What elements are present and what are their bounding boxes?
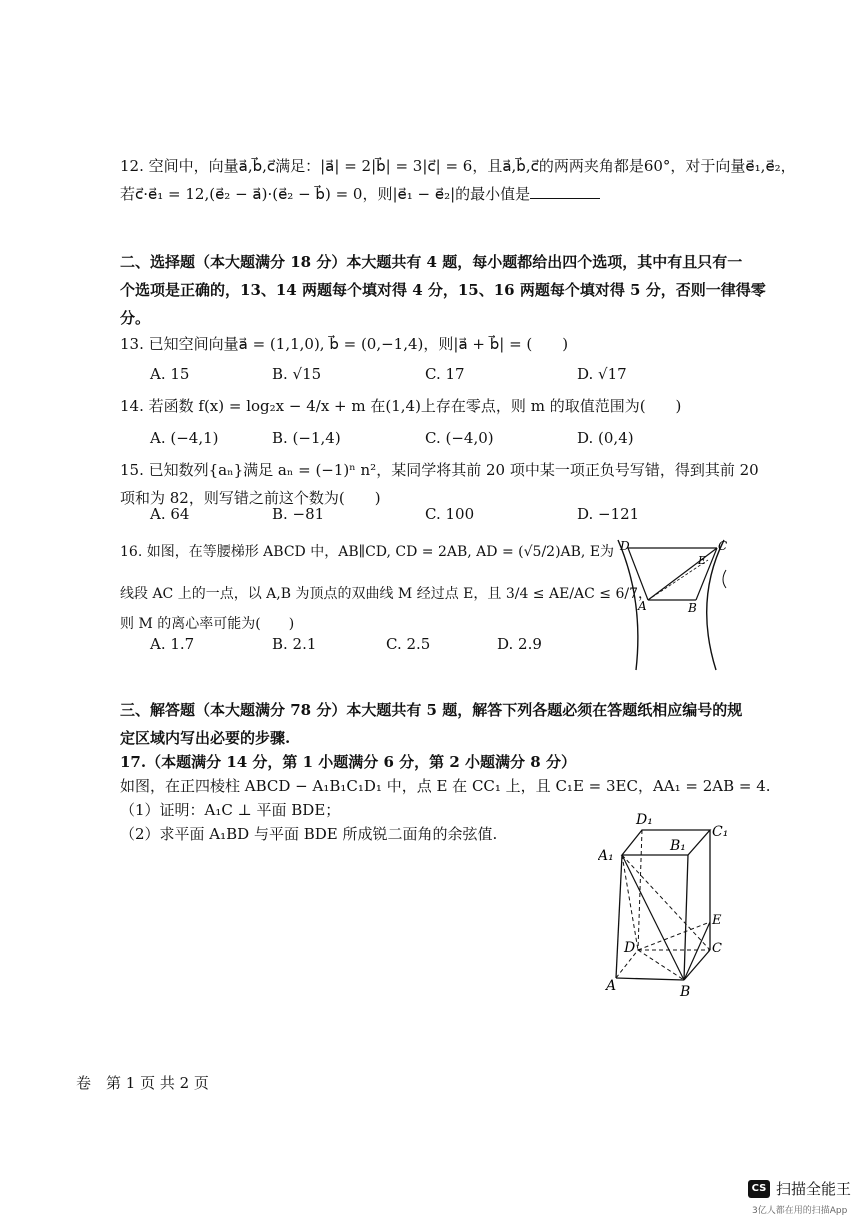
option-c: C. 2.5 bbox=[386, 635, 431, 653]
watermark-brand: 扫描全能王 bbox=[776, 1180, 852, 1198]
label-d: D bbox=[624, 940, 636, 956]
label-a: A bbox=[606, 978, 617, 994]
answer-blank bbox=[530, 184, 600, 199]
segment-da bbox=[628, 548, 648, 600]
q16-line-1: 16. 如图，在等腰梯形 ABCD 中，AB∥CD, CD = 2AB, AD = (√5/2)AB, E为 bbox=[120, 544, 615, 560]
option-c: C. 17 bbox=[425, 365, 465, 383]
watermark-subtitle: 3亿人都在用的扫描App bbox=[752, 1206, 848, 1216]
hyperbola-tick bbox=[723, 570, 726, 588]
q16-line-3: 则 M 的离心率可能为( ) bbox=[120, 616, 295, 632]
label-b1: B₁ bbox=[670, 838, 686, 854]
section-2-header bbox=[120, 248, 827, 332]
question-15-options bbox=[150, 502, 710, 526]
option-b: B. √15 bbox=[272, 365, 322, 383]
edge-aa1 bbox=[616, 855, 622, 978]
question-14-options bbox=[150, 426, 710, 450]
option-b: B. −81 bbox=[272, 505, 325, 523]
edge-ab bbox=[616, 978, 684, 980]
label-d: D bbox=[620, 539, 630, 553]
option-a: A. 15 bbox=[150, 365, 190, 383]
option-a: A. (−4,1) bbox=[150, 429, 219, 447]
segment-a1b bbox=[622, 855, 684, 980]
option-b: B. 2.1 bbox=[272, 635, 317, 653]
segment-be bbox=[684, 922, 710, 980]
hyperbola-right-branch bbox=[707, 540, 724, 670]
option-d: D. −121 bbox=[577, 505, 640, 523]
section-2-line-3: 分。 bbox=[120, 309, 151, 327]
option-a: A. 64 bbox=[150, 505, 190, 523]
q12-line-1: 12. 空间中，向量a⃗,b⃗,c⃗满足：|a⃗| = 2|b⃗| = 3|c⃗| = 6，且a⃗,b⃗,c⃗的两两夹角都是60°，对于向量e⃗₁,e⃗₂， bbox=[120, 157, 796, 175]
q16-line-2: 线段 AC 上的一点，以 A,B 为顶点的双曲线 M 经过点 E，且 3/4 ≤ AE/AC ≤ 6/7， bbox=[120, 586, 653, 602]
label-b: B bbox=[680, 984, 691, 1000]
section-2-line-2: 个选项是正确的，13、14 两题每个填对得 4 分，15、16 两题每个填对得 5 分，否则一律得零 bbox=[120, 281, 766, 299]
question-14-stem: 14. 若函数 f(x) = log₂x − 4/x + m 在(1,4)上存在零点，则 m 的取值范围为( ) bbox=[120, 397, 682, 415]
q17-line-1: 如图，在正四棱柱 ABCD − A₁B₁C₁D₁ 中，点 E 在 CC₁ 上，且 C₁E = 3EC，AA₁ = 2AB = 4. bbox=[120, 777, 771, 795]
option-b: B. (−1,4) bbox=[272, 429, 341, 447]
q17-title: 17.（本题满分 14 分，第 1 小题满分 6 分，第 2 小题满分 8 分） bbox=[120, 753, 576, 771]
section-3-header bbox=[120, 696, 827, 752]
label-a: A bbox=[638, 599, 647, 613]
scanner-watermark bbox=[748, 1178, 851, 1199]
top-face bbox=[622, 830, 710, 855]
page-footer: 卷 第 1 页 共 2 页 bbox=[76, 1074, 209, 1092]
q12-line-2: 若c⃗·e⃗₁ = 12,(e⃗₂ − a⃗)·(e⃗₂ − b⃗) = 0，则|e⃗₁ − e⃗₂|的最小值是 bbox=[120, 180, 827, 208]
question-13-options bbox=[150, 362, 710, 386]
label-c: C bbox=[718, 539, 728, 553]
option-d: D. (0,4) bbox=[577, 429, 634, 447]
section-3-line-2: 定区域内写出必要的步骤. bbox=[120, 729, 291, 747]
label-c1: C₁ bbox=[712, 824, 729, 840]
label-e: E bbox=[712, 913, 722, 928]
cs-logo-icon: CS bbox=[748, 1180, 770, 1198]
edge-bb1 bbox=[684, 855, 688, 980]
option-d: D. 2.9 bbox=[497, 635, 542, 653]
section-2-line-1: 二、选择题（本大题满分 18 分）本大题共有 4 题，每小题都给出四个选项，其中有且只有一 bbox=[120, 253, 743, 271]
segment-a1d bbox=[622, 855, 638, 950]
label-c: C bbox=[712, 941, 722, 956]
q15-line-1: 15. 已知数列{aₙ}满足 aₙ = (−1)ⁿ n²，某同学将其前 20 项中某一项正负号写错，得到其前 20 bbox=[120, 461, 759, 479]
hyperbola-left-branch bbox=[618, 540, 638, 670]
label-d1: D₁ bbox=[636, 812, 653, 828]
question-16 bbox=[120, 538, 653, 638]
prism-figure bbox=[598, 800, 748, 1000]
option-c: C. 100 bbox=[425, 505, 475, 523]
label-a1: A₁ bbox=[598, 848, 614, 864]
option-c: C. (−4,0) bbox=[425, 429, 494, 447]
edge-bc bbox=[684, 950, 710, 980]
option-a: A. 1.7 bbox=[150, 635, 195, 653]
segment-a1c bbox=[622, 855, 710, 950]
q17-part-1: （1）证明：A₁C ⊥ 平面 BDE； bbox=[120, 801, 341, 819]
section-3-line-1: 三、解答题（本大题满分 78 分）本大题共有 5 题，解答下列各题必须在答题纸相应编号的规 bbox=[120, 701, 743, 719]
question-13-stem: 13. 已知空间向量a⃗ = (1,1,0), b⃗ = (0,−1,4)，则|a⃗ + b⃗| = ( ) bbox=[120, 335, 569, 353]
q15-line-2: 项和为 82，则写错之前这个数为( ) bbox=[120, 489, 381, 507]
option-d: D. √17 bbox=[577, 365, 627, 383]
question-12 bbox=[120, 152, 827, 208]
label-b: B bbox=[688, 601, 697, 615]
q17-part-2: （2）求平面 A₁BD 与平面 BDE 所成锐二面角的余弦值. bbox=[120, 825, 498, 843]
label-e: E bbox=[698, 554, 707, 567]
hyperbola-figure bbox=[612, 530, 742, 675]
